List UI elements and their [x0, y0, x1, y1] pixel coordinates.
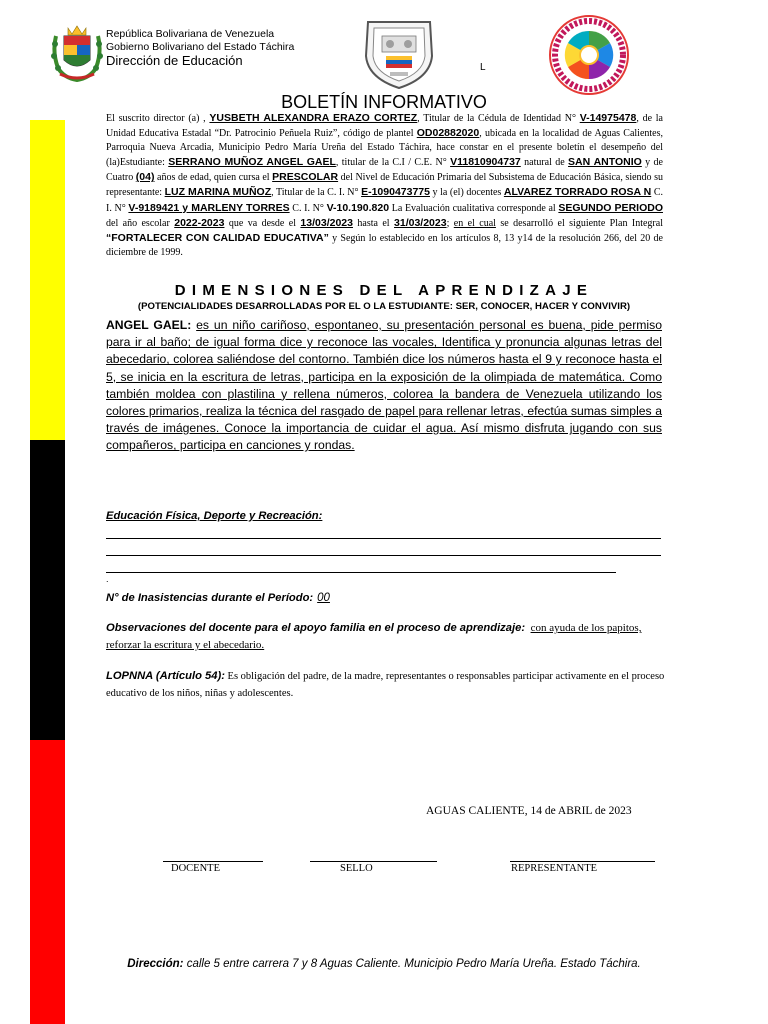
- teacher-names: ALVAREZ TORRADO ROSA N: [503, 186, 652, 199]
- intro-text: La Evaluación cualitativa corresponde al: [389, 202, 559, 214]
- tachira-coat-of-arms-icon: [50, 22, 104, 82]
- page-title: BOLETÍN INFORMATIVO: [281, 92, 487, 112]
- intro-text: , de la Unidad Educativa Estadal “Dr. Patrocinio Peñuela Ruiz”, código de plantel: [106, 113, 663, 140]
- intro-paragraph: [106, 111, 663, 260]
- school-shield-icon: [360, 16, 438, 90]
- government-header: [106, 28, 294, 69]
- footer-address: [106, 957, 662, 971]
- birthplace: SAN ANTONIO: [568, 156, 642, 169]
- pe-line-3: [106, 572, 616, 573]
- lopnna-label: LOPNNA (Artículo 54):: [106, 670, 225, 682]
- intro-text: natural de: [520, 157, 569, 169]
- observations-text-1: con ayuda de los papitos,: [530, 622, 642, 634]
- intro-text: C. I. N°: [106, 187, 663, 214]
- intro-text: El suscrito director (a) ,: [106, 113, 210, 124]
- stray-dot: .: [106, 574, 109, 584]
- gov-line-1: República Bolivariana de Venezuela: [106, 28, 275, 40]
- intro-text: , Titular de la Cédula de Identidad N°: [417, 113, 580, 124]
- evaluation-period: SEGUNDO PERIODO: [558, 201, 663, 214]
- place-date: AGUAS CALIENTE, 14 de ABRIL de 2023: [426, 805, 632, 817]
- date-to: 31/03/2023: [394, 216, 447, 229]
- representative-name: LUZ MARINA MUÑOZ: [164, 186, 272, 199]
- dimensions-subheading: (POTENCIALIDADES DESARROLLADAS POR EL O LA ESTUDIANTE: SER, CONOCER, HACER Y CONVIVIR): [137, 301, 631, 312]
- signature-line-docente: [163, 861, 263, 862]
- student-name: SERRANO MUÑOZ ANGEL GAEL: [168, 156, 336, 169]
- absences-label: N° de Inasistencias durante el Período:: [106, 592, 314, 604]
- absences: [106, 588, 330, 606]
- footer-text: calle 5 entre carrera 7 y 8 Aguas Caliente. Municipio Pedro María Ureña. Estado Táchira.: [183, 958, 641, 970]
- intro-text: años de edad, quien cursa el: [154, 172, 273, 184]
- student-ce: V11810904737: [450, 156, 521, 169]
- intro-text: del Nivel de Educación Primaria del Subsistema de Educación Básica, siendo su representante:: [106, 172, 664, 199]
- director-ci: V-14975478: [579, 112, 637, 124]
- teacher2-ci: V-10.190.820: [326, 201, 390, 214]
- observations-text-2: reforzar la escritura y el abecedario.: [106, 639, 265, 651]
- director-name: YUSBETH ALEXANDRA ERAZO CORTEZ: [209, 112, 418, 124]
- observations: [106, 620, 666, 654]
- intro-text: hasta el: [352, 217, 395, 229]
- signature-line-sello: [310, 861, 437, 862]
- signature-sello-label: SELLO: [340, 863, 373, 874]
- date-from: 13/03/2023: [300, 216, 353, 229]
- intro-text: y Según lo establecido en los artículos 8, 13 y14 de la resolución 266, del 20 de diciembre de 1999.: [106, 232, 663, 258]
- intro-text: se desarrolló el siguiente Plan Integral: [495, 217, 663, 229]
- plantel-code: OD02882020: [416, 127, 480, 140]
- intro-text: del año escolar: [106, 217, 175, 229]
- flag-band-black: [30, 440, 65, 740]
- student-age: (04): [135, 171, 155, 184]
- teachers-ci: V-9189421 y MARLENY TORRES: [128, 201, 290, 214]
- pe-line-2: [106, 555, 661, 556]
- observations-label: Observaciones del docente para el apoyo familia en el proceso de aprendizaje:: [106, 622, 526, 634]
- dimensions-heading: DIMENSIONES DEL APRENDIZAJE: [174, 282, 594, 299]
- intro-text: , Titular de la C. I. N°: [271, 187, 362, 199]
- school-year: 2022-2023: [174, 216, 225, 229]
- signature-docente-label: DOCENTE: [171, 863, 220, 874]
- lopnna: [106, 668, 672, 702]
- absences-value: 00: [317, 592, 330, 604]
- dimensions-body: [106, 317, 662, 455]
- gov-line-2: Gobierno Bolivariano del Estado Táchira: [106, 40, 295, 53]
- school-level: PRESCOLAR: [272, 171, 339, 184]
- intro-text: C. I. N°: [289, 202, 327, 214]
- intro-text: , titular de la C.I / C.E. N°: [335, 157, 451, 169]
- intro-text: que va desde el: [224, 217, 301, 229]
- representative-ci: E-1090473775: [361, 186, 430, 199]
- plan-name: “FORTALECER CON CALIDAD EDUCATIVA”: [106, 231, 329, 244]
- student-first-name: ANGEL GAEL:: [106, 318, 192, 332]
- en-el-cual: en el cual: [453, 217, 496, 229]
- lopnna-text: Es obligación del padre, de la madre, representantes o responsables participar activamente en el proceso educativo de los niños, niñas y adolescentes.: [106, 671, 665, 699]
- pe-label: Educación Física, Deporte y Recreación:: [106, 510, 323, 522]
- signature-line-representante: [510, 861, 655, 862]
- intro-text: , ubicada en la localidad de Aguas Calientes, Parroquia Nueva Arcadia, Municipio Pedro María Ureña del Estado Táchira, hace constar en el presente boletín el desempeño del (la)Estudiante:: [106, 128, 663, 169]
- flag-band-red: [30, 740, 65, 1024]
- intro-text: ;: [446, 217, 454, 229]
- intro-text: y la (el) docentes: [430, 187, 504, 199]
- flag-band-yellow: [30, 120, 65, 440]
- gov-line-3: Dirección de Educación: [106, 53, 243, 68]
- signature-representante-label: REPRESENTANTE: [511, 863, 598, 874]
- footer-label: Dirección:: [127, 958, 184, 970]
- education-seal-icon: [548, 14, 630, 96]
- dimensions-text: es un niño cariñoso, espontaneo, su presentación personal es buena, pide permiso para ir al baño; de igual forma dice y reconoce las vocales, Identifica y pronuncia algunas letras del abecedario, colorea saliéndose del contorno. También dice los números hasta el 9 y reconoce hasta el 5, se inicia en la escritura de letras, participa en la exposición de la olimpiada de matemática. Como también moldea con plastilina y rellena números, colorea la bandera de Venezuela utilizando los colores primarios, realiza la técnica del rasgado de papel para rellenar letras, efectúa sumas simples a través de imágenes. Conoce la importancia de cuidar el agua. Así mismo disfruta jugando con sus compañeros, participa en canciones y rondas.: [106, 318, 662, 453]
- intro-text: y de Cuatro: [106, 157, 663, 184]
- pe-line-1: [106, 538, 661, 539]
- stray-mark: L: [480, 62, 486, 73]
